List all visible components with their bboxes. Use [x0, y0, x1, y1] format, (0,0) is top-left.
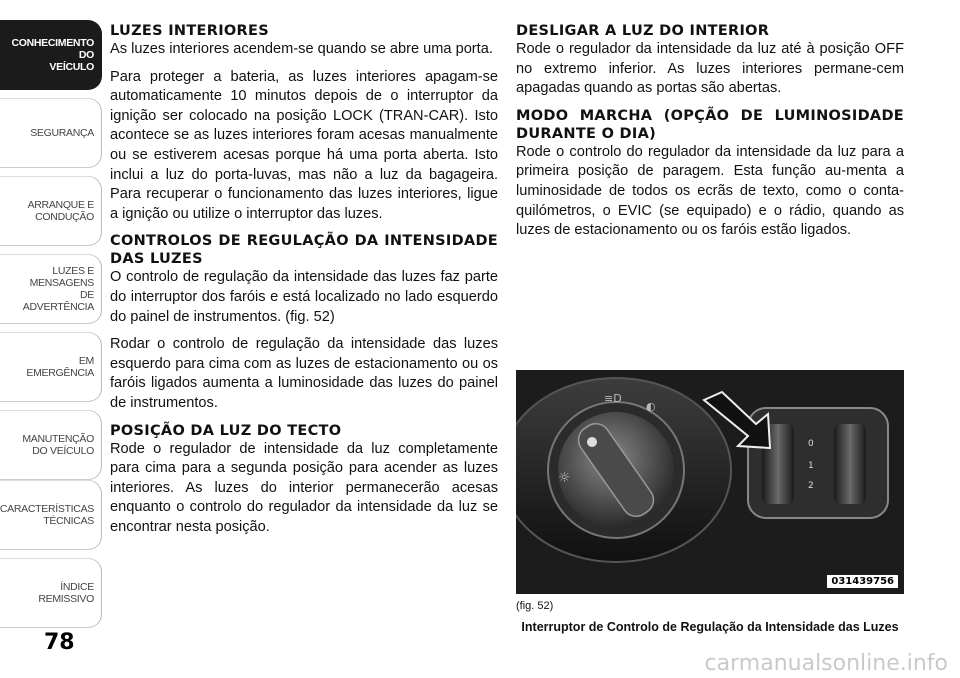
svg-text:◐: ◐: [646, 400, 656, 413]
dimmer-mark-0: 0: [808, 439, 814, 449]
watermark: carmanualsonline.info: [704, 651, 948, 676]
section-controlos-regulacao: [110, 232, 498, 413]
right-column: [516, 22, 904, 249]
paragraph: Rodar o controlo de regulação da intensidade das luzes esquerdo para cima com as luzes de estacionamento ou os faróis ligados aumenta a luminosidade das luzes do painel de instrumentos.: [110, 336, 498, 411]
tab-seguranca[interactable]: [0, 98, 102, 168]
paragraph: Para proteger a bateria, as luzes interiores apagam-se automaticamente 10 minutos depois de o interruptor da ignição ser colocado na posição LOCK (TRAN-CAR). Isto acontece se as luzes interiores foram acesas manualmente ou se estiverem acesas porque há uma porta aberta. Isto inclui a luz do porta-luvas, mas não a luz da bagageira. Para recuperar o funcionamento das luzes interiores, ligue a ignição ou utilize o interruptor das luzes.: [110, 68, 498, 222]
tab-manutencao[interactable]: [0, 410, 102, 480]
paragraph: Rode o controlo do regulador da intensidade da luz para a primeira posição de paragem. Esta função au-menta a luminosidade de todos os ecrãs de texto, como o conta-quilómetros, o EVIC (se equipado) e o rádio, quando as luzes de estacionamento ou os faróis estão ligados.: [516, 143, 904, 239]
tab-luzes-e-mensagens[interactable]: [0, 254, 102, 324]
paragraph: O controlo de regulação da intensidade das luzes faz parte do interruptor dos faróis e está localizado no lado esquerdo do painel de instrumentos. (fig. 52): [110, 269, 498, 325]
paragraph: Rode o regulador da intensidade da luz até à posição OFF no extremo inferior. As luzes interiores permane-cem apagadas quando as portas são abertas.: [516, 41, 904, 97]
dimmer-mark-2: 2: [808, 481, 814, 491]
dimmer-mark-1: 1: [808, 461, 814, 471]
tab-label: ARRANQUE E CONDUÇÃO: [27, 199, 94, 223]
figure-reference: (fig. 52): [516, 600, 554, 612]
tab-label: EM EMERGÊNCIA: [26, 355, 94, 379]
tab-em-emergencia[interactable]: [0, 332, 102, 402]
headlamp-switch-photo: [516, 370, 904, 594]
tab-label: ÍNDICE REMISSIVO: [38, 581, 94, 605]
section-luzes-interiores: [110, 22, 498, 224]
section-posicao-luz-tecto: [110, 422, 498, 538]
tab-label: LUZES E MENSAGENS DE ADVERTÊNCIA: [22, 265, 94, 313]
paragraph: Rode o regulador de intensidade da luz completamente para cima para a segunda posição para acender as luzes interiores. As luzes do interior permanecerão acesas enquanto o controlo do regulador da intensidade da luz se encontrar nesta posição.: [110, 440, 498, 535]
figure-code: 031439756: [827, 575, 898, 588]
page-number: 78: [44, 630, 75, 655]
tab-arranque-e-conducao[interactable]: [0, 176, 102, 246]
tab-indice-remissivo[interactable]: [0, 558, 102, 628]
section-title: DESLIGAR A LUZ DO INTERIOR: [516, 23, 770, 39]
svg-text:☼: ☼: [558, 470, 571, 486]
figure-caption: Interruptor de Controlo de Regulação da Intensidade das Luzes: [521, 620, 899, 634]
tab-caracteristicas-tecnicas[interactable]: [0, 480, 102, 550]
section-title: MODO MARCHA (OPÇÃO DE LUMINOSIDADE DURANTE O DIA): [516, 107, 904, 142]
section-desligar-luz: [516, 22, 904, 99]
tab-label: CONHECIMENTO DO VEÍCULO: [11, 37, 94, 73]
section-title: CONTROLOS DE REGULAÇÃO DA INTENSIDADE DAS LUZES: [110, 233, 498, 268]
tab-label: MANUTENÇÃO DO VEÍCULO: [22, 433, 94, 457]
tab-conhecimento-do-veiculo[interactable]: [0, 20, 102, 90]
section-title: POSIÇÃO DA LUZ DO TECTO: [110, 422, 342, 439]
headlamp-switch-illustration: [516, 370, 904, 594]
tab-label: SEGURANÇA: [30, 127, 94, 139]
paragraph: As luzes interiores acendem-se quando se abre uma porta.: [110, 41, 493, 57]
tab-label: CARACTERÍSTICAS TÉCNICAS: [0, 503, 94, 527]
left-column: [110, 22, 498, 545]
section-modo-marcha: [516, 107, 904, 241]
svg-text:≡D: ≡D: [604, 392, 622, 405]
section-title: LUZES INTERIORES: [110, 23, 269, 39]
